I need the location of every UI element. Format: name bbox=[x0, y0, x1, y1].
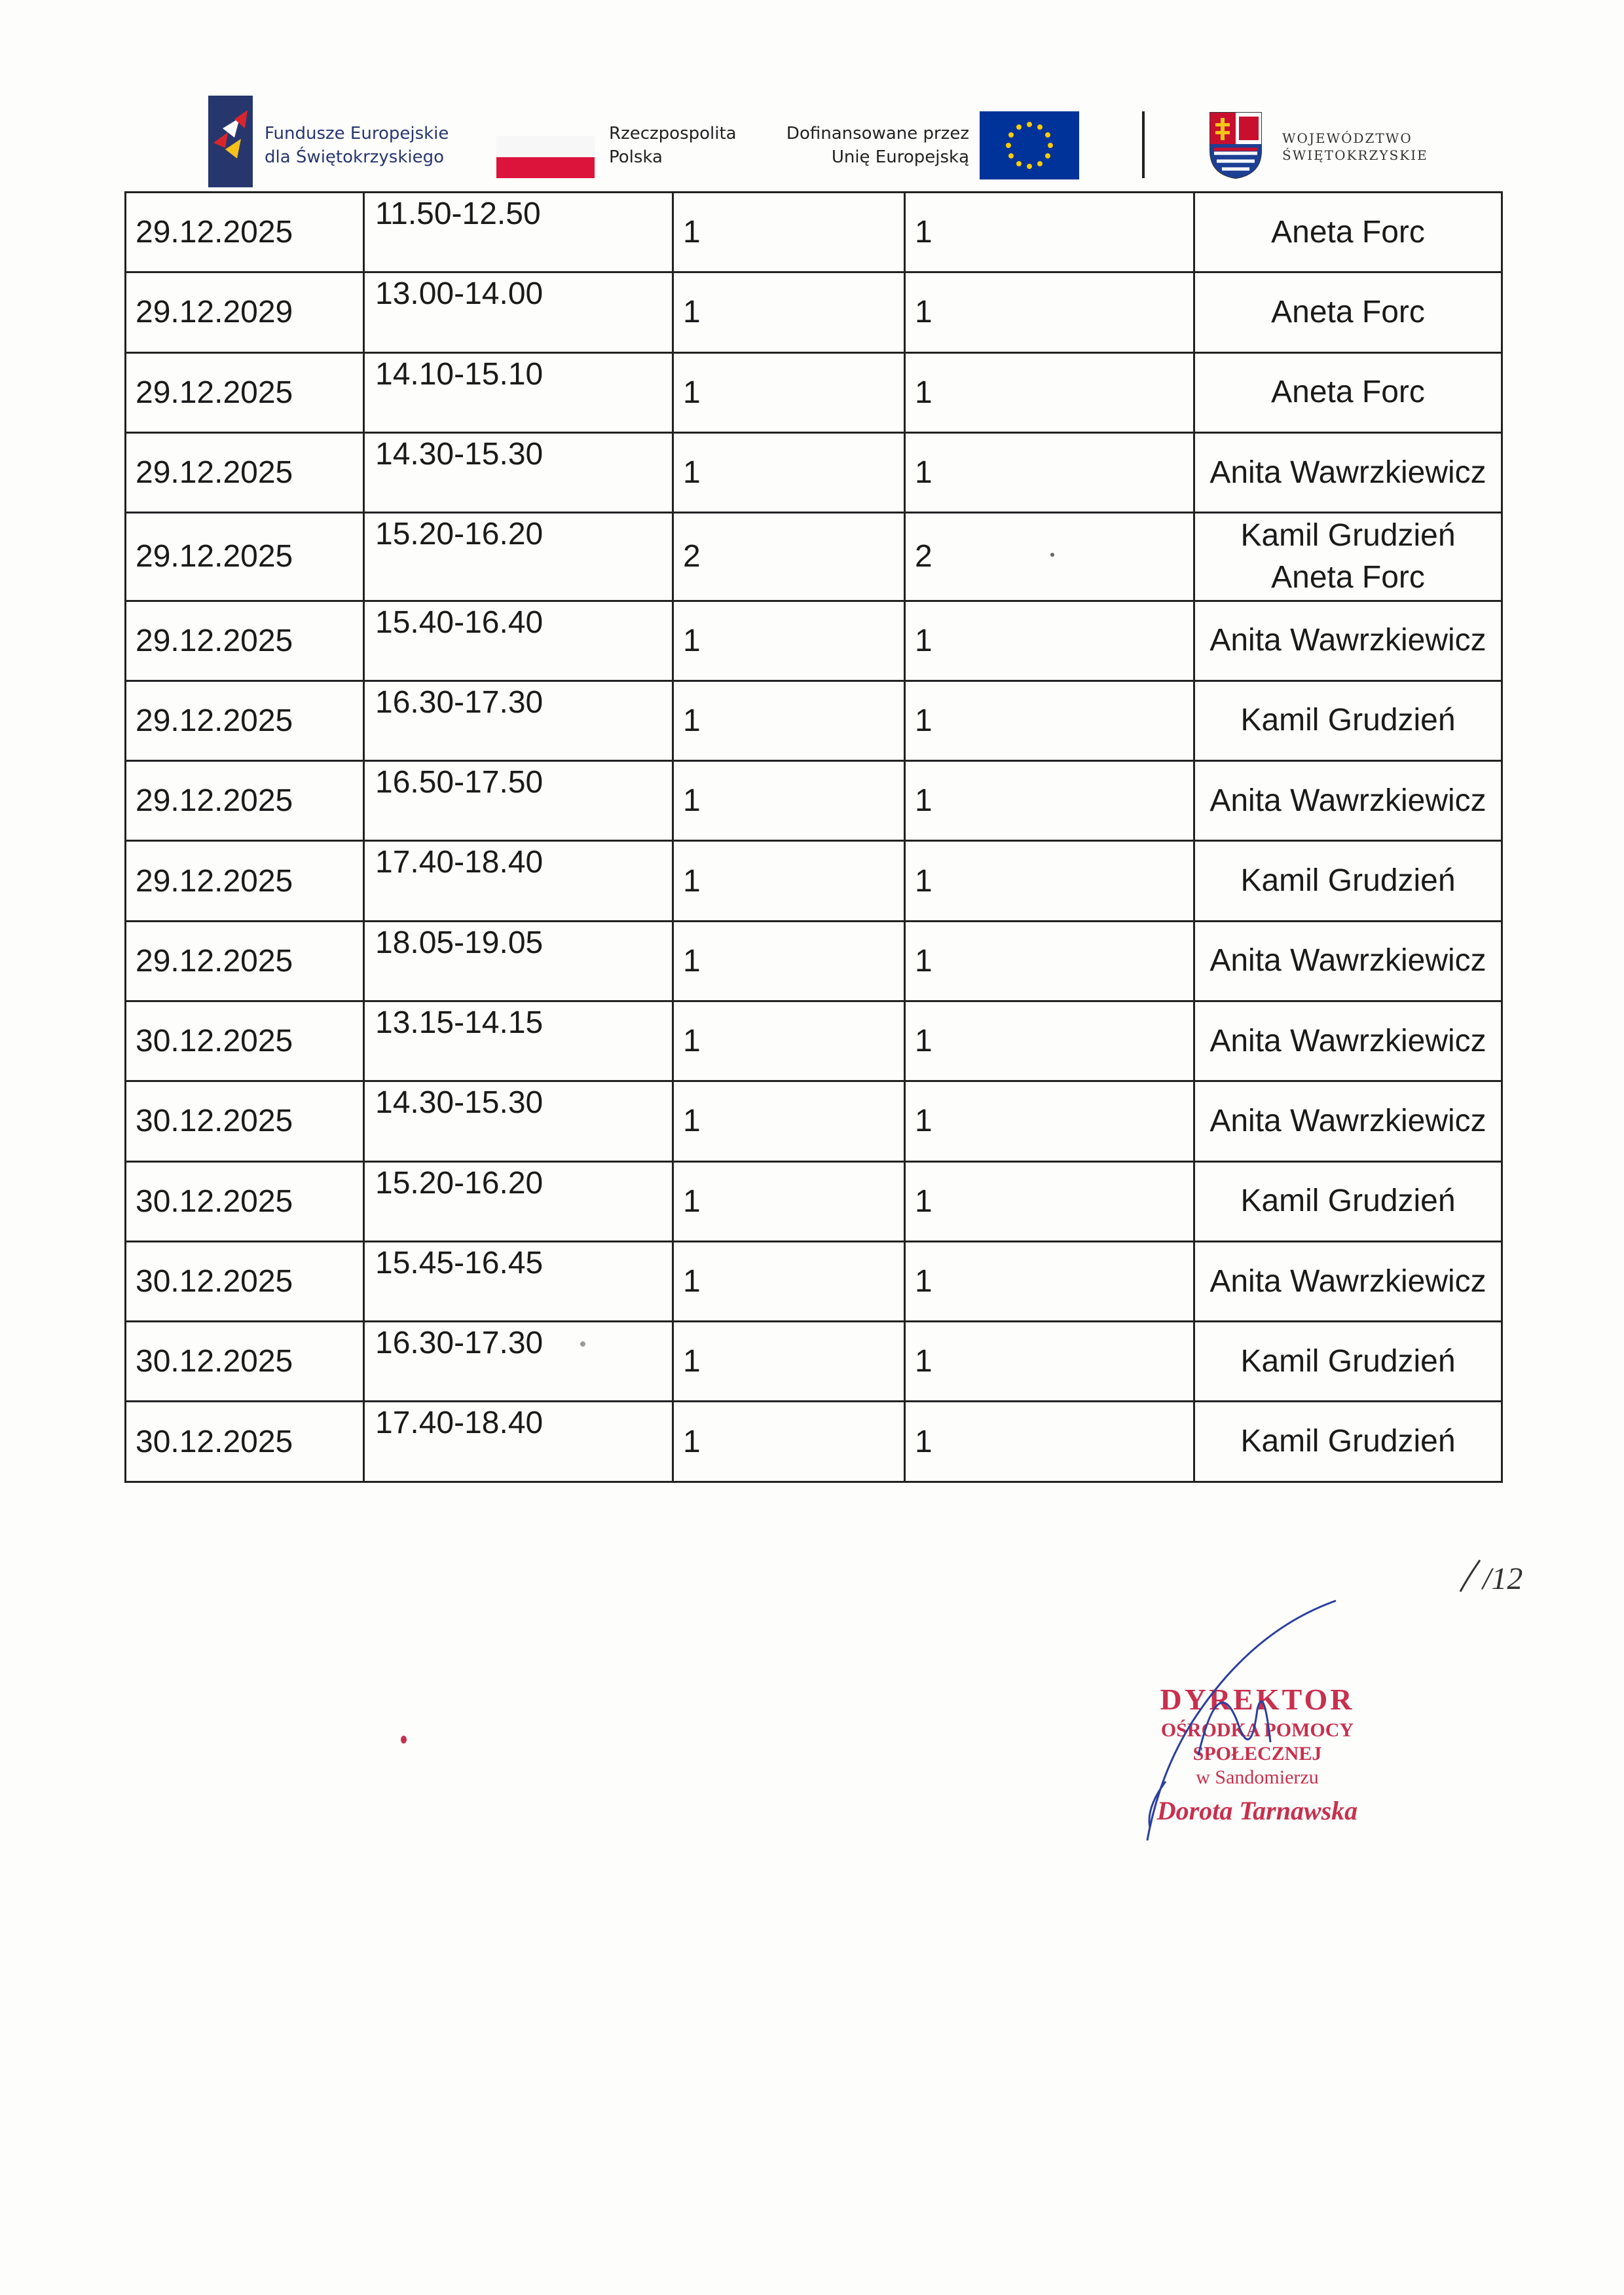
date-cell: 29.12.2029 bbox=[126, 272, 364, 352]
eu-line1: Dofinansowane przez bbox=[786, 124, 969, 143]
staff-name: Aneta Forc bbox=[1271, 294, 1425, 329]
count-cell: 1 bbox=[673, 352, 905, 432]
count-cell: 1 bbox=[905, 921, 1194, 1001]
staff-name: Aneta Forc bbox=[1271, 214, 1425, 250]
date-cell: 29.12.2025 bbox=[126, 432, 364, 512]
count-cell: 1 bbox=[905, 1001, 1194, 1081]
time-cell: 14.10-15.10 bbox=[364, 352, 673, 432]
time-cell: 13.00-14.00 bbox=[364, 272, 673, 352]
staff-name: Kamil Grudzień bbox=[1240, 1424, 1456, 1459]
date-cell: 30.12.2025 bbox=[126, 1001, 364, 1081]
staff-name: Kamil Grudzień bbox=[1240, 703, 1456, 738]
date-cell: 29.12.2025 bbox=[126, 193, 364, 272]
stamp-organization: OŚRODKA POMOCY SPOŁECZNEJ bbox=[1160, 1719, 1354, 1764]
staff-cell bbox=[1194, 921, 1502, 1001]
staff-name: Kamil Grudzień bbox=[1240, 1343, 1456, 1379]
staff-name: Anita Wawrzkiewicz bbox=[1209, 1023, 1486, 1058]
date-cell: 30.12.2025 bbox=[126, 1322, 364, 1402]
count-cell: 1 bbox=[673, 681, 905, 760]
count-cell: 1 bbox=[905, 352, 1194, 432]
count-cell: 1 bbox=[673, 1402, 905, 1482]
table-row bbox=[126, 513, 1502, 601]
table-row bbox=[126, 193, 1502, 272]
staff-cell bbox=[1194, 193, 1502, 272]
date-cell: 29.12.2025 bbox=[126, 601, 364, 681]
table-row bbox=[126, 841, 1502, 921]
staff-name: Anita Wawrzkiewicz bbox=[1209, 623, 1486, 658]
staff-cell bbox=[1194, 1402, 1502, 1482]
count-cell: 1 bbox=[673, 841, 905, 921]
handwritten-signature bbox=[1087, 1592, 1349, 1854]
scan-speck bbox=[1050, 553, 1054, 557]
staff-name: Anita Wawrzkiewicz bbox=[1209, 1263, 1486, 1299]
count-cell: 1 bbox=[905, 1241, 1194, 1321]
time-cell: 16.30-17.30 bbox=[364, 681, 673, 760]
swietokrzyskie-crest-icon bbox=[1209, 111, 1263, 179]
table-row bbox=[126, 1402, 1502, 1482]
region-line2: ŚWIĘTOKRZYSKIE bbox=[1282, 147, 1428, 163]
staff-cell bbox=[1194, 272, 1502, 352]
staff-name: Aneta Forc bbox=[1271, 375, 1425, 410]
staff-cell bbox=[1194, 432, 1502, 512]
staff-name: Anita Wawrzkiewicz bbox=[1209, 455, 1486, 490]
schedule-body bbox=[126, 193, 1502, 1482]
date-cell: 30.12.2025 bbox=[126, 1402, 364, 1482]
table-row bbox=[126, 1001, 1502, 1081]
count-cell: 1 bbox=[905, 272, 1194, 352]
table-row bbox=[126, 681, 1502, 760]
pl-flag-icon bbox=[496, 136, 595, 178]
table-row bbox=[126, 761, 1502, 841]
eu-line2: Unię Europejską bbox=[831, 147, 969, 167]
time-cell: 17.40-18.40 bbox=[364, 841, 673, 921]
staff-cell bbox=[1194, 761, 1502, 841]
pl-line1: Rzeczpospolita bbox=[609, 124, 737, 143]
table-row bbox=[126, 432, 1502, 512]
eu-flag-icon bbox=[980, 111, 1079, 179]
date-cell: 29.12.2025 bbox=[126, 681, 364, 760]
table-row bbox=[126, 1322, 1502, 1402]
time-cell: 15.20-16.20 bbox=[364, 513, 673, 601]
table-row bbox=[126, 1161, 1502, 1241]
fe-logo-line1: Fundusze Europejskie bbox=[265, 124, 449, 143]
staff-cell bbox=[1194, 352, 1502, 432]
scan-speck bbox=[401, 1736, 407, 1744]
count-cell: 1 bbox=[905, 1081, 1194, 1161]
count-cell: 1 bbox=[905, 761, 1194, 841]
count-cell: 1 bbox=[673, 1081, 905, 1161]
logo-separator bbox=[1142, 111, 1145, 178]
time-cell: 15.45-16.45 bbox=[364, 1241, 673, 1321]
staff-name: Aneta Forc bbox=[1271, 559, 1425, 595]
time-cell: 16.30-17.30 bbox=[364, 1322, 673, 1402]
page-number-mark bbox=[1454, 1551, 1532, 1603]
table-row bbox=[126, 1241, 1502, 1321]
pl-text bbox=[609, 122, 737, 169]
staff-name: Kamil Grudzień bbox=[1240, 863, 1456, 899]
date-cell: 29.12.2025 bbox=[126, 761, 364, 841]
count-cell: 1 bbox=[673, 432, 905, 512]
staff-cell bbox=[1194, 1241, 1502, 1321]
count-cell: 1 bbox=[905, 841, 1194, 921]
region-line1: WOJEWÓDZTWO bbox=[1282, 130, 1412, 146]
eu-text bbox=[779, 122, 969, 169]
staff-cell bbox=[1194, 601, 1502, 681]
staff-cell bbox=[1194, 513, 1502, 601]
count-cell: 1 bbox=[905, 601, 1194, 681]
table-row bbox=[126, 1081, 1502, 1161]
time-cell: 14.30-15.30 bbox=[364, 432, 673, 512]
pl-line2: Polska bbox=[609, 147, 663, 167]
staff-name: Anita Wawrzkiewicz bbox=[1209, 943, 1486, 979]
fe-logo-text bbox=[265, 122, 449, 169]
count-cell: 1 bbox=[673, 921, 905, 1001]
count-cell: 1 bbox=[905, 1322, 1194, 1402]
count-cell: 1 bbox=[673, 601, 905, 681]
staff-cell bbox=[1194, 1081, 1502, 1161]
region-text bbox=[1282, 130, 1428, 164]
table-row bbox=[126, 272, 1502, 352]
staff-name: Anita Wawrzkiewicz bbox=[1209, 783, 1486, 818]
table-row bbox=[126, 601, 1502, 681]
staff-name: Kamil Grudzień bbox=[1240, 1184, 1456, 1219]
time-cell: 16.50-17.50 bbox=[364, 761, 673, 841]
fe-logo-line2: dla Świętokrzyskiego bbox=[265, 147, 445, 167]
stamp-name: Dorota Tarnawska bbox=[1156, 1796, 1358, 1825]
count-cell: 1 bbox=[673, 1001, 905, 1081]
count-cell: 2 bbox=[673, 513, 905, 601]
date-cell: 29.12.2025 bbox=[126, 352, 364, 432]
time-cell: 18.05-19.05 bbox=[364, 921, 673, 1001]
time-cell: 15.20-16.20 bbox=[364, 1161, 673, 1241]
count-cell: 1 bbox=[905, 432, 1194, 512]
date-cell: 30.12.2025 bbox=[126, 1081, 364, 1161]
count-cell: 1 bbox=[673, 1161, 905, 1241]
count-cell: 1 bbox=[905, 1402, 1194, 1482]
count-cell: 1 bbox=[905, 681, 1194, 760]
date-cell: 29.12.2025 bbox=[126, 513, 364, 601]
fe-logo-icon bbox=[208, 96, 253, 187]
time-cell: 14.30-15.30 bbox=[364, 1081, 673, 1161]
staff-cell bbox=[1194, 1322, 1502, 1402]
count-cell: 1 bbox=[673, 193, 905, 272]
date-cell: 30.12.2025 bbox=[126, 1241, 364, 1321]
count-cell: 1 bbox=[905, 1161, 1194, 1241]
date-cell: 29.12.2025 bbox=[126, 841, 364, 921]
schedule-table bbox=[124, 191, 1503, 1483]
count-cell: 1 bbox=[673, 272, 905, 352]
table-row bbox=[126, 352, 1502, 432]
logo-bar bbox=[0, 0, 1624, 196]
scan-speck bbox=[580, 1341, 585, 1347]
count-cell: 2 bbox=[905, 513, 1194, 601]
staff-cell bbox=[1194, 681, 1502, 760]
stamp-title: DYREKTOR bbox=[1160, 1683, 1355, 1716]
time-cell: 11.50-12.50 bbox=[364, 193, 673, 272]
count-cell: 1 bbox=[673, 761, 905, 841]
count-cell: 1 bbox=[673, 1322, 905, 1402]
date-cell: 30.12.2025 bbox=[126, 1161, 364, 1241]
page-number-text: /12 bbox=[1483, 1561, 1523, 1596]
time-cell: 13.15-14.15 bbox=[364, 1001, 673, 1081]
count-cell: 1 bbox=[905, 193, 1194, 272]
date-cell: 29.12.2025 bbox=[126, 921, 364, 1001]
staff-cell bbox=[1194, 1001, 1502, 1081]
table-row bbox=[126, 921, 1502, 1001]
time-cell: 15.40-16.40 bbox=[364, 601, 673, 681]
time-cell: 17.40-18.40 bbox=[364, 1402, 673, 1482]
stamp-city: w Sandomierzu bbox=[1196, 1766, 1319, 1788]
staff-cell bbox=[1194, 841, 1502, 921]
staff-cell bbox=[1194, 1161, 1502, 1241]
staff-name: Anita Wawrzkiewicz bbox=[1209, 1103, 1486, 1138]
staff-name: Kamil Grudzień bbox=[1240, 517, 1456, 553]
count-cell: 1 bbox=[673, 1241, 905, 1321]
